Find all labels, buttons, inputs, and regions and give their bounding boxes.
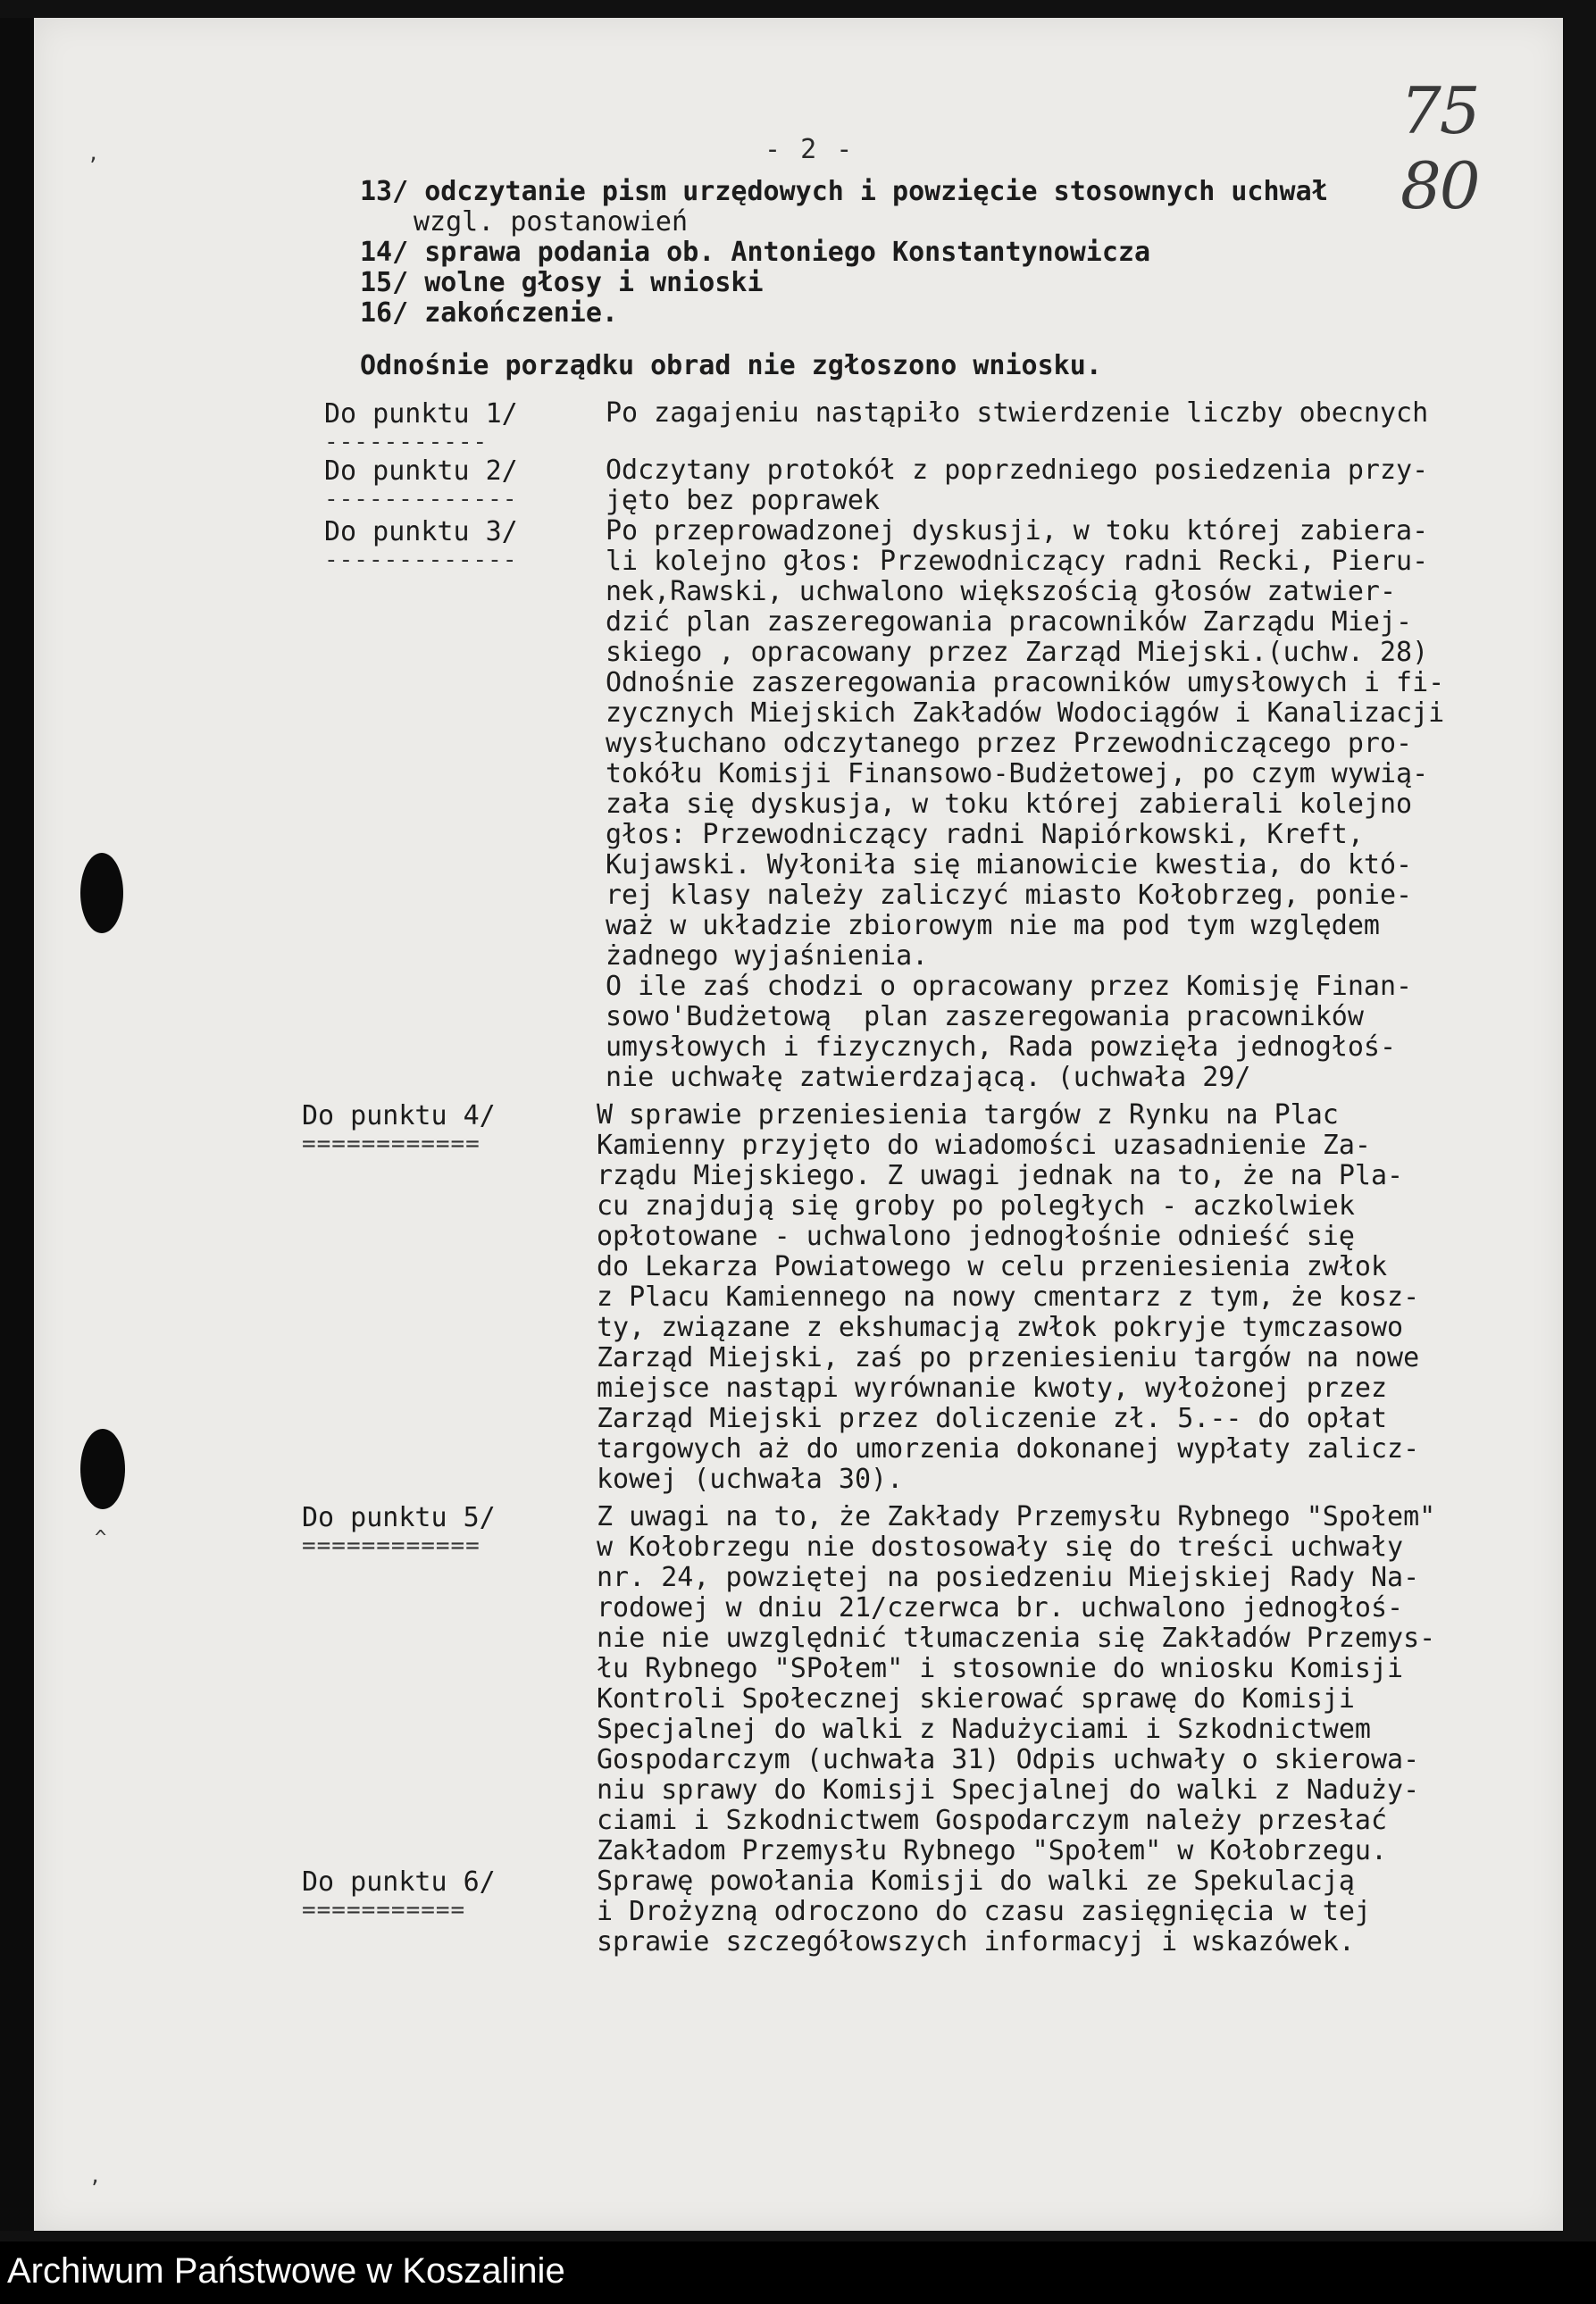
item-label: Do punktu 5/ xyxy=(302,1502,496,1533)
item-underline: ------------- xyxy=(324,486,518,513)
punch-hole-top xyxy=(80,853,123,933)
margin-mark-top: , xyxy=(88,143,100,165)
agenda-item-13: 13/ odczytanie pism urzędowych i powzięcie stosownych uchwał xyxy=(360,176,1328,207)
document-page xyxy=(34,18,1563,2231)
page-edge xyxy=(0,18,34,2231)
item-underline: ----------- xyxy=(324,429,489,455)
agenda-list xyxy=(360,177,1328,329)
item-underline: ------------- xyxy=(324,547,518,573)
agenda-item-13-cont: wzgl. postanowień xyxy=(414,206,689,238)
agenda-item-14: 14/ sprawa podania ob. Antoniego Konstantynowicza xyxy=(360,237,1151,268)
item-body: Odczytany protokół z poprzedniego posiedzenia przy- jęto bez poprawek xyxy=(606,455,1429,516)
archive-folio-number: 75 80 xyxy=(1400,73,1479,223)
punch-hole-bottom xyxy=(80,1429,125,1509)
item-body: Po przeprowadzonej dyskusji, w toku której zabiera- li kolejno głos: Przewodniczący radni Recki, Pieru- nek,Rawski, uchwalono większością głosów zatwier- dzić plan zaszeregowania pracowników Zarządu Miej- skiego , opracowany przez Zarząd Miejski.(uchw. 28) Odnośnie zaszeregowania pracowników umysłowych i fi- zycznych Miejskich Zakładów Wodociągów i Kanalizacji wysłuchano odczytanego przez Przewodniczącego pro- tokółu Komisji Finansowo-Budżetowej, po czym wywią- zała się dyskusja, w toku której zabierali kolejno głos: Przewodniczący radni Napiórkowski, Kreft, Kujawski. Wyłoniła się mianowicie kwestia, do któ- rej klasy należy zaliczyć miasto Kołobrzeg, ponie- waż w układzie zbiorowym nie ma pod tym względem żadnego wyjaśnienia. O ile zaś chodzi o opracowany przez Komisję Finan- sowo'Budżetową plan zaszeregowania pracowników umysłowych i fizycznych, Rada powzięła jednogłoś- nie uchwałę zatwierdzającą. (uchwała 29/ xyxy=(606,515,1445,1093)
archive-footer-bar xyxy=(0,2241,1596,2304)
item-label: Do punktu 1/ xyxy=(324,398,518,430)
item-body: Z uwagi na to, że Zakłady Przemysłu Rybnego "Społem" w Kołobrzegu nie dostosowały się do treści uchwały nr. 24, powziętej na posiedzeniu Miejskiej Rady Na- rodowej w dniu 21/czerwca br. uchwalono jednogłoś- nie nie uwzględnić tłumaczenia się Zakładów Przemys- łu Rybnego "SPołem" i stosownie do wniosku Komisji Kontroli Społecznej skierować sprawę do Komisji Specjalnej do walki z Nadużyciami i Szkodnictwem Gospodarczym (uchwała 31) Odpis uchwały o skierowa- niu sprawy do Komisji Specjalnej do walki z Naduży- ciami i Szkodnictwem Gospodarczym należy przesłać Zakładom Przemysłu Rybnego "Społem" w Kołobrzegu. xyxy=(597,1501,1436,1866)
no-motion-statement: Odnośnie porządku obrad nie zgłoszono wniosku. xyxy=(360,350,1102,381)
item-body: Po zagajeniu nastąpiło stwierdzenie liczby obecnych xyxy=(606,397,1429,429)
archive-name: Archiwum Państwowe w Koszalinie xyxy=(7,2251,565,2291)
item-body: W sprawie przeniesienia targów z Rynku na Plac Kamienny przyjęto do wiadomości uzasadnienie Za- rządu Miejskiego. Z uwagi jednak na to, że na Pla- cu znajdują się groby po poległych - aczkolwiek opłotowane - uchwalono jednogłośnie odnieść się do Lekarza Powiatowego w celu przeniesienia zwłok z Placu Kamiennego na nowy cmentarz z tym, że kosz- ty, związane z ekshumacją zwłok pokryje tymczasowo Zarząd Miejski, zaś po przeniesieniu targów na nowe miejsce nastąpi wyrównanie kwoty, wyłożonej przez Zarząd Miejski przez doliczenie zł. 5.-- do opłat targowych aż do umorzenia dokonanej wypłaty zalicz- kowej (uchwała 30). xyxy=(597,1099,1420,1495)
agenda-item-16: 16/ zakończenie. xyxy=(360,297,618,329)
item-label: Do punktu 6/ xyxy=(302,1866,496,1898)
item-underline: ============ xyxy=(302,1131,480,1157)
margin-mark-mid: ^ xyxy=(95,1527,107,1549)
item-label: Do punktu 3/ xyxy=(324,516,518,547)
item-body: Sprawę powołania Komisji do walki ze Spekulacją i Drożyzną odroczono do czasu zasięgnięcia w tej sprawie szczegółowszych informacyj i wskazówek. xyxy=(597,1866,1371,1958)
agenda-item-15: 15/ wolne głosy i wnioski xyxy=(360,267,764,298)
item-label: Do punktu 4/ xyxy=(302,1100,496,1131)
page-number: - 2 - xyxy=(765,134,855,165)
item-underline: =========== xyxy=(302,1897,466,1924)
item-label: Do punktu 2/ xyxy=(324,455,518,487)
margin-mark-bottom: , xyxy=(89,2166,102,2188)
item-underline: ============ xyxy=(302,1532,480,1559)
